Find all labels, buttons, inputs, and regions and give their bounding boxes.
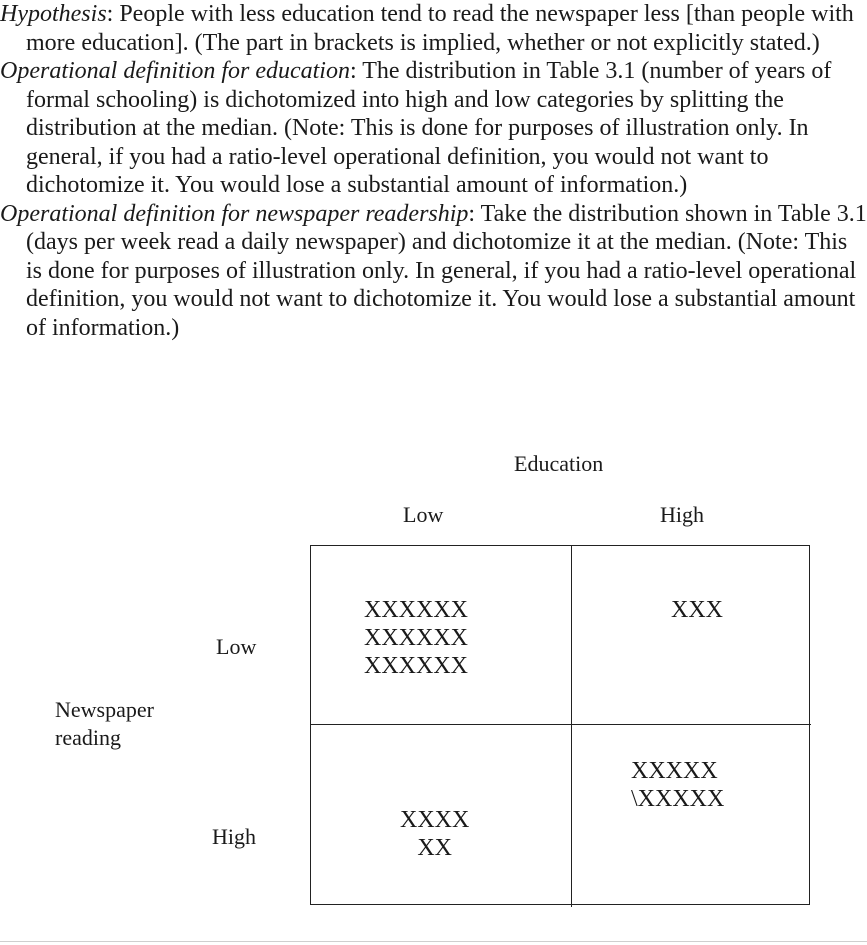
grid-horizontal-divider: [310, 724, 811, 725]
cell-line: \XXXXX: [631, 786, 725, 812]
cell-line: XXXXX: [631, 758, 718, 784]
row-variable-label-line2: reading: [55, 725, 121, 750]
grid-vertical-divider: [571, 545, 572, 907]
column-variable-label: Education: [514, 451, 604, 476]
cell-line: XXX: [671, 597, 723, 623]
column-low-label: Low: [403, 502, 444, 527]
page-bottom-rule: [0, 941, 867, 942]
cell-line: XXXX: [400, 807, 470, 833]
readership-definition-text: : Take the distribution shown in Table 3.1 (days per week read a daily newspaper) and dichotomize it at the median. (Note: This is done for purposes of illustration only. In general, if you had a ratio-level operational definition, you would not want to dichotomize it. You would lose a substantial amount of information.): [26, 200, 867, 341]
hypothesis-term: Hypothesis: [0, 1, 107, 27]
cell-line: XXXXXX: [364, 597, 468, 623]
cell-line: XXXXXX: [364, 625, 468, 651]
education-definition-term: Operational definition for education: [0, 58, 350, 84]
cell-line: XX: [417, 835, 452, 861]
readership-definition-paragraph: [0, 200, 867, 343]
hypothesis-text: : People with less education tend to read the newspaper less [than people with more education]. (The part in brackets is implied, whether or not explicitly stated.): [26, 1, 854, 56]
education-definition-text: : The distribution in Table 3.1 (number of years of formal schooling) is dichotomized into high and low categories by splitting the distribution at the median. (Note: This is done for purposes of illustration only. In general, if you had a ratio-level operational definition, you would not want to dichotomize it. You would lose a substantial amount of information.): [26, 58, 832, 198]
cell-high-reading-low-education: [400, 806, 469, 862]
cell-line: XXXXXX: [364, 653, 468, 679]
definitions-block: [0, 0, 867, 342]
readership-definition-term: Operational definition for newspaper readership: [0, 200, 469, 227]
cell-high-reading-high-education: [631, 757, 724, 813]
cell-low-reading-high-education: [671, 596, 723, 624]
row-high-label: High: [212, 824, 256, 849]
cell-low-reading-low-education: [364, 596, 468, 680]
row-low-label: Low: [216, 634, 257, 659]
column-high-label: High: [660, 502, 704, 527]
hypothesis-paragraph: [0, 0, 867, 57]
education-definition-paragraph: [0, 57, 867, 200]
row-variable-label-line1: Newspaper: [55, 697, 154, 722]
